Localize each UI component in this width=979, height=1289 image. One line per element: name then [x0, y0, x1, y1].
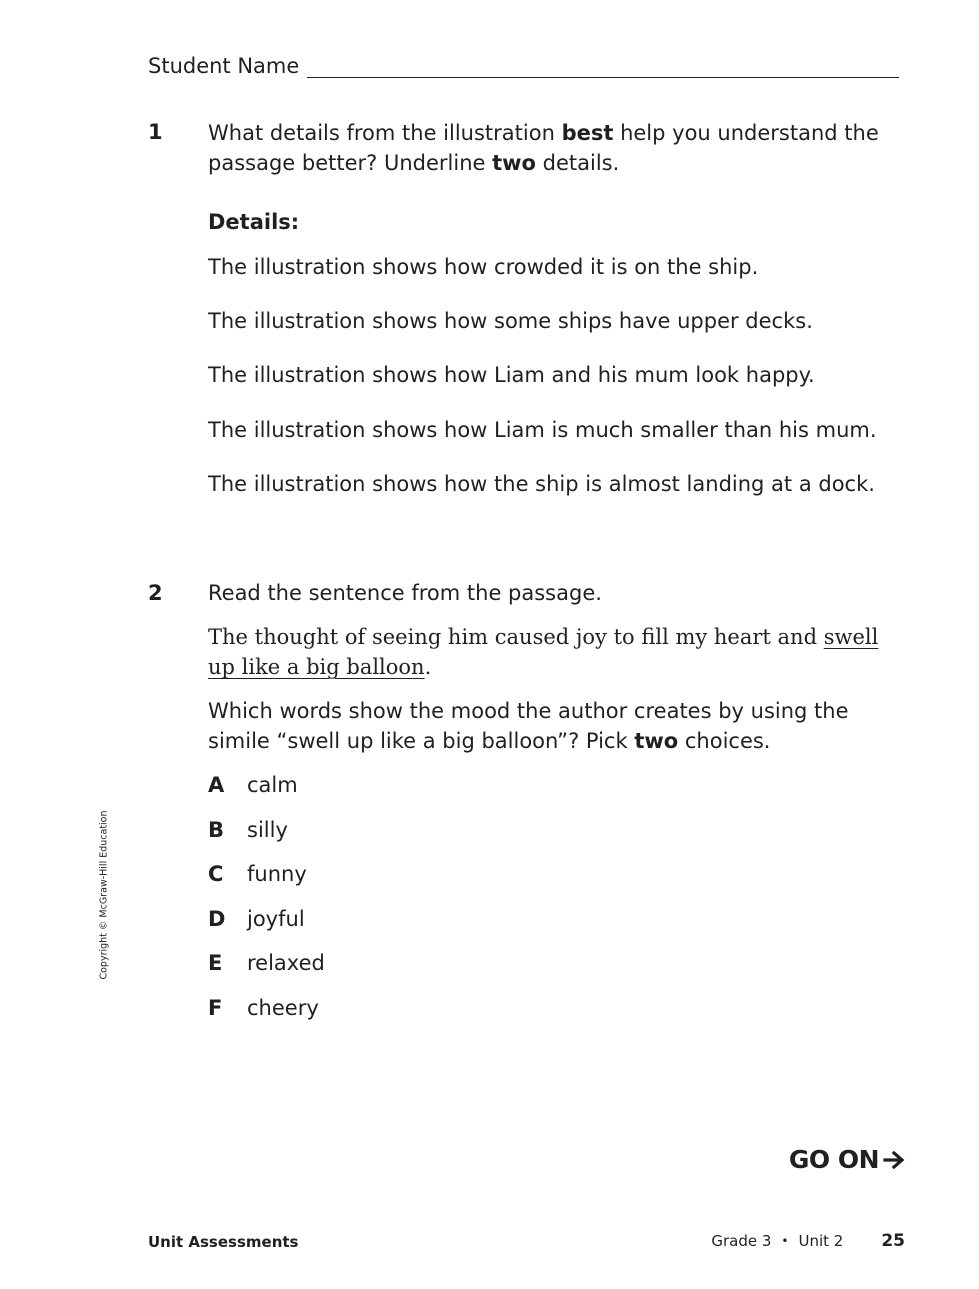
go-on-indicator — [789, 1145, 905, 1174]
footer-unit: Unit 2 — [798, 1232, 844, 1250]
question-2-text: Which words show the mood the author creates by using the simile “swell up like a big balloon”? Pick two choices. — [208, 699, 849, 753]
question-1-text: What details from the illustration best help you understand the passage better? Underline two details. — [208, 121, 879, 175]
question-1-number: 1 — [148, 120, 163, 144]
footer-page-info — [711, 1231, 905, 1251]
student-name-row — [148, 54, 899, 78]
footer-title: Unit Assessments — [148, 1233, 299, 1251]
details-label: Details: — [208, 210, 300, 234]
detail-item[interactable]: The illustration shows how the ship is almost landing at a dock. — [208, 472, 875, 496]
student-name-label: Student Name — [148, 54, 300, 78]
choice-e[interactable]: E relaxed — [208, 951, 325, 975]
detail-item[interactable]: The illustration shows how Liam and his mum look happy. — [208, 363, 815, 387]
choice-f[interactable]: F cheery — [208, 996, 319, 1020]
go-on-label: GO ON — [788, 1145, 879, 1174]
page-number: 25 — [881, 1231, 905, 1251]
copyright-notice: Copyright © McGraw-Hill Education — [98, 810, 110, 980]
question-2-prompt: Read the sentence from the passage. — [208, 581, 602, 605]
footer-separator: • — [781, 1234, 789, 1248]
underlined-simile: swell up like a big balloon — [208, 625, 879, 679]
student-name-line[interactable] — [307, 55, 899, 78]
choice-a[interactable]: A calm — [208, 773, 298, 797]
choice-d[interactable]: D joyful — [208, 907, 305, 931]
question-2-number: 2 — [148, 581, 163, 605]
passage-quote: The thought of seeing him caused joy to fill my heart and swell up like a big balloon. — [208, 625, 879, 679]
detail-item[interactable]: The illustration shows how Liam is much smaller than his mum. — [208, 418, 877, 442]
detail-item[interactable]: The illustration shows how crowded it is on the ship. — [208, 255, 759, 279]
choice-c[interactable]: C funny — [208, 862, 307, 886]
footer-grade: Grade 3 — [711, 1232, 772, 1250]
arrow-right-icon — [883, 1151, 905, 1169]
choice-b[interactable]: B silly — [208, 818, 288, 842]
detail-item[interactable]: The illustration shows how some ships have upper decks. — [208, 309, 813, 333]
